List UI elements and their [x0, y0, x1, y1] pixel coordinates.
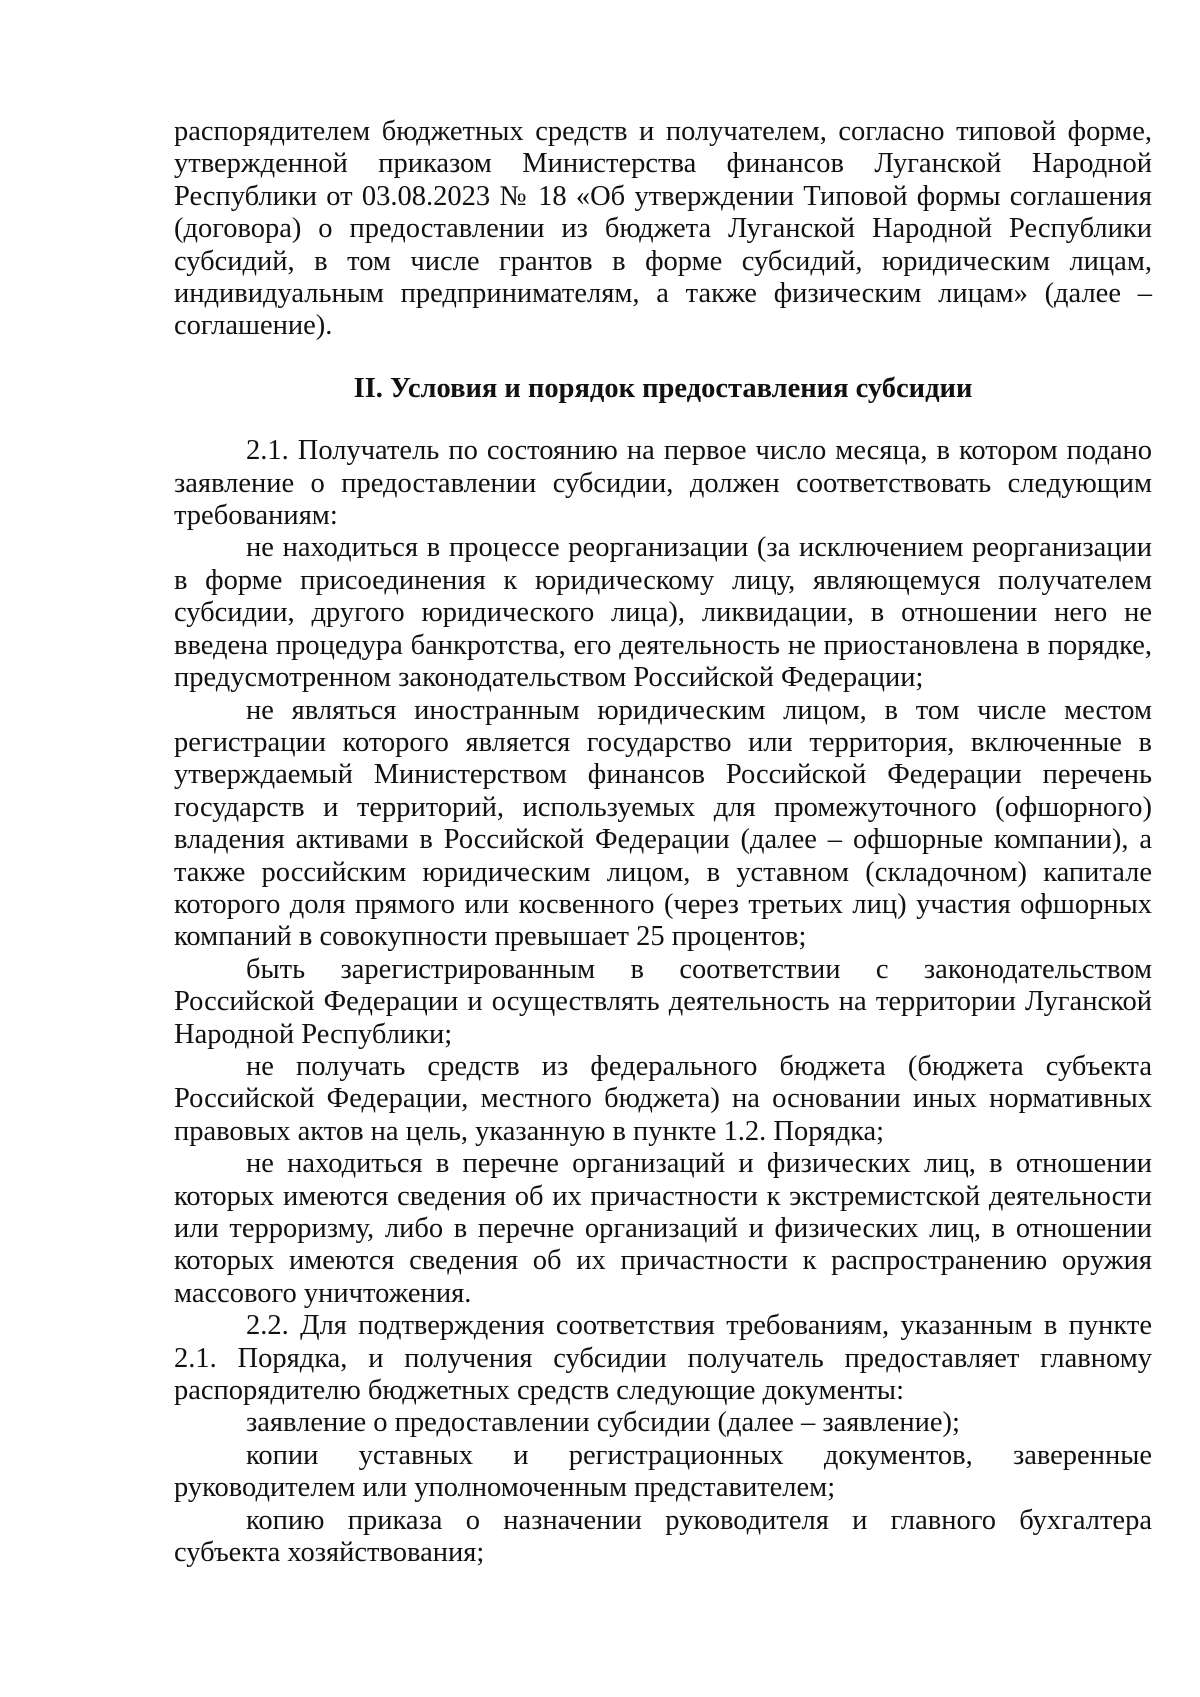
- requirement-reorganization: не находиться в процессе реорганизации (за исключением реорганизации в форме присоединения к юридическому лицу, являющемуся получателем субсидии, другого юридического лица), ликвидации, в отношении него не введена процедура банкротства, его деятельность не приостановлена в порядке, предусмотренном законодательством Российской Федерации;: [174, 532, 1152, 694]
- requirement-no-other-funds: не получать средств из федерального бюджета (бюджета субъекта Российской Федерации, местного бюджета) на основании иных нормативных правовых актов на цель, указанную в пункте 1.2. Порядка;: [174, 1050, 1152, 1147]
- intro-paragraph: распорядителем бюджетных средств и получателем, согласно типовой форме, утвержденной приказом Министерства финансов Луганской Народной Республики от 03.08.2023 № 18 «Об утверждении Типовой формы соглашения (договора) о предоставлении из бюджета Луганской Народной Республики субсидий, в том числе грантов в форме субсидий, юридическим лицам, индивидуальным предпринимателям, а также физическим лицам» (далее – соглашение).: [174, 116, 1152, 342]
- document-body: [174, 116, 1152, 1569]
- requirement-foreign-entity: не являться иностранным юридическим лицом, в том числе местом регистрации которого является государство или территория, включенные в утверждаемый Министерством финансов Российской Федерации перечень государств и территорий, используемых для промежуточного (офшорного) владения активами в Российской Федерации (далее – офшорные компании), а также российским юридическим лицом, в уставном (складочном) капитале которого доля прямого или косвенного (через третьих лиц) участия офшорных компаний в совокупности превышает 25 процентов;: [174, 694, 1152, 953]
- requirement-not-in-lists: не находиться в перечне организаций и физических лиц, в отношении которых имеются сведения об их причастности к экстремистской деятельности или терроризму, либо в перечне организаций и физических лиц, в отношении которых имеются сведения об их причастности к распространению оружия массового уничтожения.: [174, 1148, 1152, 1309]
- requirement-registration: быть зарегистрированным в соответствии с законодательством Российской Федерации и осуществлять деятельность на территории Луганской Народной Республики;: [174, 953, 1152, 1050]
- section-heading: II. Условия и порядок предоставления субсидии: [353, 372, 973, 404]
- document-charter-copies: копии уставных и регистрационных документов, заверенные руководителем или уполномоченным представителем;: [174, 1439, 1152, 1504]
- document-application: заявление о предоставлении субсидии (далее – заявление);: [246, 1407, 960, 1439]
- paragraph-2-2: 2.2. Для подтверждения соответствия требованиям, указанным в пункте 2.1. Порядка, и получения субсидии получатель предоставляет главному распорядителю бюджетных средств следующие документы:: [174, 1310, 1152, 1407]
- document-order-copy: копию приказа о назначении руководителя и главного бухгалтера субъекта хозяйствования;: [174, 1504, 1152, 1569]
- paragraph-2-1: 2.1. Получатель по состоянию на первое число месяца, в котором подано заявление о предоставлении субсидии, должен соответствовать следующим требованиям:: [174, 435, 1152, 532]
